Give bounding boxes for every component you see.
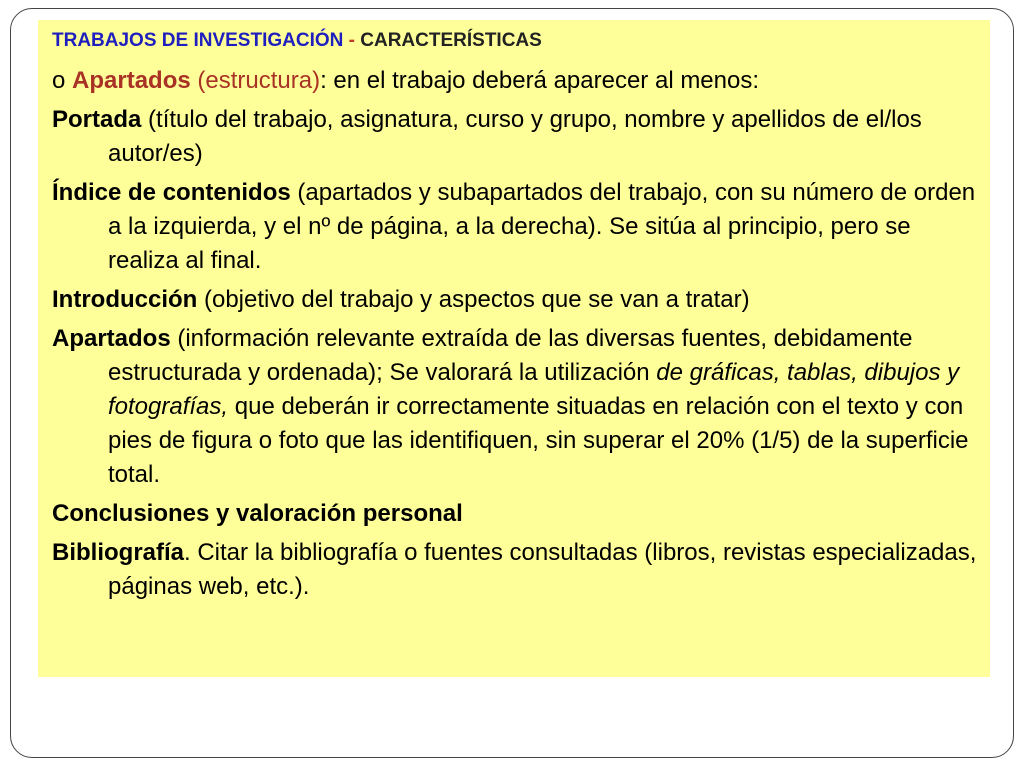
item-bibliografia-text: . Citar la bibliografía o fuentes consultadas (libros, revistas especializadas, páginas web, etc.). bbox=[108, 539, 977, 600]
item-bibliografia bbox=[52, 536, 978, 604]
title-separator: - bbox=[343, 30, 361, 51]
item-apartados-text-2: que deberán ir correctamente situadas en relación con el texto y con pies de figura o foto que las identifiquen, sin superar el 20% (1/5) de la superficie total. bbox=[108, 393, 969, 488]
item-portada-text: (título del trabajo, asignatura, curso y grupo, nombre y apellidos de el/los autor/es) bbox=[108, 106, 922, 167]
item-portada bbox=[52, 103, 978, 171]
intro-bold: Apartados bbox=[72, 67, 191, 94]
item-introduccion-label: Introducción bbox=[52, 286, 198, 313]
item-apartados-italic: de gráficas, tablas, dibujos y fotografías, bbox=[108, 359, 960, 420]
item-indice bbox=[52, 176, 978, 278]
item-apartados-label: Apartados bbox=[52, 325, 171, 352]
content-box bbox=[38, 20, 990, 677]
intro-line bbox=[52, 64, 978, 98]
item-bibliografia-label: Bibliografía bbox=[52, 539, 185, 566]
item-apartados-text-1: (información relevante extraída de las diversas fuentes, debidamente estructurada y ordenada); Se valorará la utilización bbox=[108, 325, 913, 386]
intro-rest: : en el trabajo deberá aparecer al menos: bbox=[320, 67, 760, 94]
title-part-2: CARACTERÍSTICAS bbox=[360, 30, 542, 51]
title-part-1: TRABAJOS DE INVESTIGACIÓN bbox=[52, 30, 344, 51]
item-indice-label: Índice de contenidos bbox=[52, 179, 291, 206]
item-introduccion-text: (objetivo del trabajo y aspectos que se van a tratar) bbox=[197, 286, 750, 313]
intro-paren: (estructura) bbox=[190, 67, 321, 94]
bullet-marker: o bbox=[52, 67, 73, 94]
item-apartados bbox=[52, 322, 978, 492]
item-conclusiones bbox=[52, 497, 978, 531]
slide-title bbox=[52, 28, 978, 54]
item-indice-text: (apartados y subapartados del trabajo, con su número de orden a la izquierda, y el nº de página, a la derecha). Se sitúa al principio, pero se realiza al final. bbox=[108, 179, 976, 274]
item-portada-label: Portada bbox=[52, 106, 142, 133]
item-introduccion bbox=[52, 283, 978, 317]
item-conclusiones-label: Conclusiones y valoración personal bbox=[52, 500, 463, 527]
